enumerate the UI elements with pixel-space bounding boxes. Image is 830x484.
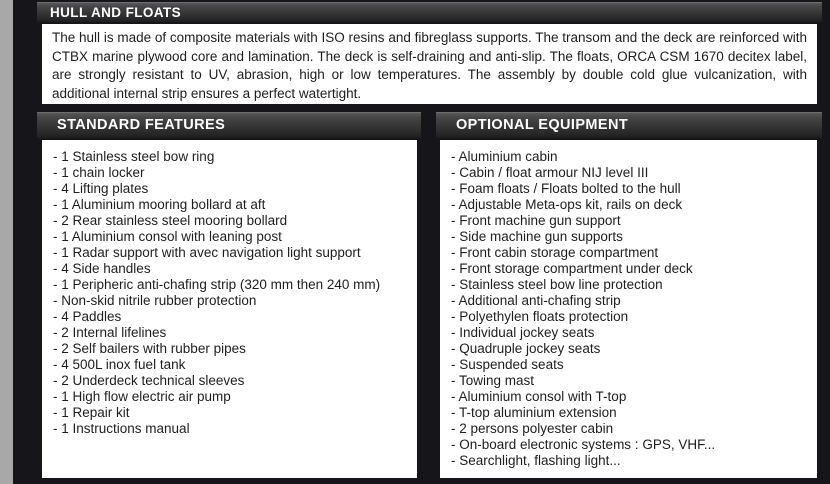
list-item: - 2 Underdeck technical sleeves (53, 373, 245, 388)
hull-section-panel (42, 24, 817, 104)
list-item: - 4 Lifting plates (53, 181, 149, 196)
list-item: - 1 Instructions manual (53, 421, 190, 436)
list-item: - 1 Radar support with avec navigation light support (53, 245, 361, 260)
list-item: - Front storage compartment under deck (451, 261, 693, 276)
list-item: - Suspended seats (451, 357, 564, 372)
standard-features-header (37, 112, 421, 138)
hull-section-body-text: The hull is made of composite materials with ISO resins and fibreglass supports. The transom and the deck are reinforced with CTBX marine plywood core and lamination. The deck is self-draining and anti-slip. The floats, ORCA CSM 1670 decitex label, are strongly resistant to UV, abrasion, high or low temperatures. The assembly by double cold glue vulcanization, with additional internal strip ensures a perfect watertight. (52, 30, 807, 101)
list-item: - 2 persons polyester cabin (451, 421, 614, 436)
list-item: - Adjustable Meta-ops kit, rails on deck (451, 197, 683, 212)
list-item: - 4 500L inox fuel tank (53, 357, 186, 372)
list-item: - 2 Internal lifelines (53, 325, 167, 340)
list-item: - Individual jockey seats (451, 325, 595, 340)
list-item: - Front cabin storage compartment (451, 245, 659, 260)
list-item: - 4 Paddles (53, 309, 122, 324)
list-item: - 1 chain locker (53, 165, 145, 180)
list-item: - Aluminium consol with T-top (451, 389, 627, 404)
list-item: - Foam floats / Floats bolted to the hull (451, 181, 681, 196)
list-item: - Cabin / float armour NIJ level III (451, 165, 649, 180)
list-item: - 1 Aluminium mooring bollard at aft (53, 197, 266, 212)
list-item: - Stainless steel bow line protection (451, 277, 663, 292)
list-item: - Side machine gun supports (451, 229, 623, 244)
list-item: - On-board electronic systems : GPS, VHF... (451, 437, 716, 452)
list-item: - 2 Self bailers with rubber pipes (53, 341, 246, 356)
list-item: - Front machine gun support (451, 213, 621, 228)
list-item: - 1 High flow electric air pump (53, 389, 231, 404)
standard-features-panel (42, 140, 417, 478)
list-item: - 1 Stainless steel bow ring (53, 149, 215, 164)
list-item: - 4 Side handles (53, 261, 151, 276)
list-item: - 1 Aluminium consol with leaning post (53, 229, 282, 244)
list-item: - 2 Rear stainless steel mooring bollard (53, 213, 288, 228)
list-item: - Non-skid nitrile rubber protection (53, 293, 257, 308)
list-item: - Additional anti-chafing strip (451, 293, 621, 308)
list-item: - 1 Repair kit (53, 405, 130, 420)
list-item: - Searchlight, flashing light... (451, 453, 621, 468)
left-rail (0, 0, 13, 484)
list-item: - T-top aluminium extension (451, 405, 617, 420)
list-item: - Aluminium cabin (451, 149, 558, 164)
optional-equipment-header (436, 112, 822, 138)
optional-equipment-title: OPTIONAL EQUIPMENT (456, 117, 629, 133)
list-item: - 1 Peripheric anti-chafing strip (320 mm then 240 mm) (53, 277, 381, 292)
list-item: - Quadruple jockey seats (451, 341, 601, 356)
hull-section-header (37, 2, 822, 22)
list-item: - Polyethylen floats protection (451, 309, 629, 324)
standard-features-title: STANDARD FEATURES (57, 117, 226, 133)
hull-section-title: HULL AND FLOATS (50, 5, 181, 20)
list-item: - Towing mast (451, 373, 535, 388)
optional-equipment-panel (440, 140, 817, 478)
